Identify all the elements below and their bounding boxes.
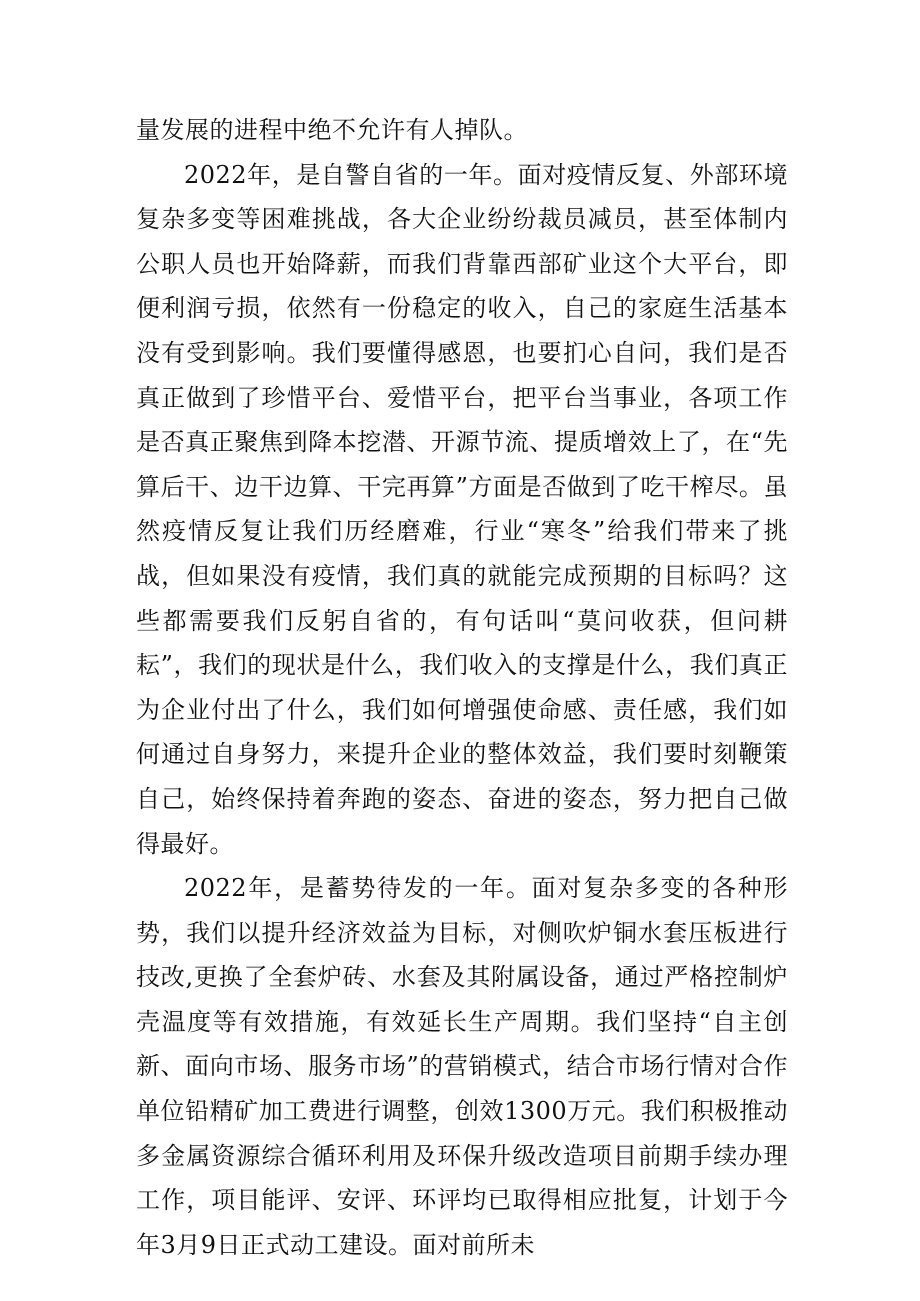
document-body — [136, 108, 788, 1267]
paragraph-continuation: 量发展的进程中绝不允许有人掉队。 — [136, 116, 528, 144]
paragraph-self-reflection: 2022年，是自警自省的一年。面对疫情反复、外部环境复杂多变等困难挑战，各大企业纷纷裁员减员，甚至体制内公职人员也开始降薪，而我们背靠西部矿业这个大平台，即便利润亏损，依然有一份稳定的收入，自己的家庭生活基本没有受到影响。我们要懂得感恩，也要扪心自问，我们是否真正做到了珍惜平台、爱惜平台，把平台当事业，各项工作是否真正聚焦到降本挖潜、开源节流、提质增效上了，在“先算后干、边干边算、干完再算”方面是否做到了吃干榨尽。虽然疫情反复让我们历经磨难，行业“寒冬”给我们带来了挑战，但如果没有疫情，我们真的就能完成预期的目标吗？这些都需要我们反躬自省的，有句话叫“莫问收获，但问耕耘”，我们的现状是什么，我们收入的支撑是什么，我们真正为企业付出了什么，我们如何增强使命感、责任感，我们如何通过自身努力，来提升企业的整体效益，我们要时刻鞭策自己，始终保持着奔跑的姿态、奋进的姿态，努力把自己做得最好。 — [136, 160, 788, 858]
paragraph-poised-for-development: 2022年，是蓄势待发的一年。面对复杂多变的各种形势，我们以提升经济效益为目标，对侧吹炉铜水套压板进行技改,更换了全套炉砖、水套及其附属设备，通过严格控制炉壳温度等有效措施，有效延长生产周期。我们坚持“自主创新、面向市场、服务市场”的营销模式，结合市场行情对合作单位铅精矿加工费进行调整，创效1300万元。我们积极推动多金属资源综合循环利用及环保升级改造项目前期手续办理工作，项目能评、安评、环评均已取得相应批复，计划于今年3月9日正式动工建设。面对前所未 — [136, 874, 788, 1259]
